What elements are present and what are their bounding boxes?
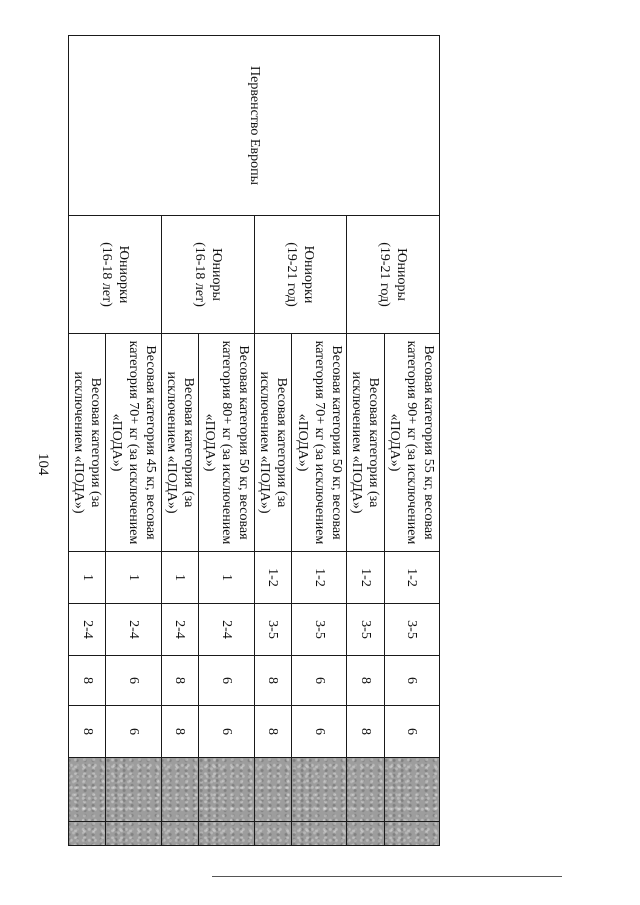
group-cell (69, 216, 162, 334)
value-cell: 3-5 (291, 604, 346, 656)
value-cell: 1-2 (347, 552, 384, 604)
value-cell: 1 (106, 552, 161, 604)
event-cell: Первенство Европы (69, 36, 440, 216)
value-cell: 3-5 (384, 604, 439, 656)
shaded-cell (254, 758, 291, 822)
value-cell: 8 (254, 706, 291, 758)
value-cell: 3-5 (347, 604, 384, 656)
shaded-cell (384, 758, 439, 822)
group-name: Юниорки (301, 245, 317, 304)
bottom-rule (212, 876, 562, 877)
shaded-cell (161, 822, 198, 846)
shaded-cell (384, 822, 439, 846)
value-cell: 2-4 (69, 604, 106, 656)
value-cell: 6 (199, 706, 254, 758)
value-cell: 2-4 (106, 604, 161, 656)
value-cell: 8 (69, 656, 106, 706)
value-cell: 8 (347, 656, 384, 706)
group-age: (19-21 год) (377, 242, 393, 307)
value-cell: 8 (161, 706, 198, 758)
shaded-cell (106, 822, 161, 846)
value-cell: 6 (106, 706, 161, 758)
value-cell: 6 (106, 656, 161, 706)
value-cell: 6 (291, 706, 346, 758)
category-cell: Весовая категория (за исключением «ПОДА») (254, 334, 291, 552)
group-name: Юниоры (394, 248, 410, 301)
page-number: 104 (35, 453, 51, 476)
group-cell (161, 216, 254, 334)
category-cell: Весовая категория (за исключением «ПОДА») (347, 334, 384, 552)
value-cell: 1 (69, 552, 106, 604)
shaded-cell (347, 758, 384, 822)
value-cell: 3-5 (254, 604, 291, 656)
value-cell: 1 (199, 552, 254, 604)
group-cell (347, 216, 440, 334)
value-cell: 2-4 (199, 604, 254, 656)
shaded-cell (254, 822, 291, 846)
shaded-cell (347, 822, 384, 846)
shaded-cell (291, 822, 346, 846)
shaded-cell (69, 822, 106, 846)
value-cell: 1-2 (291, 552, 346, 604)
value-cell: 1-2 (384, 552, 439, 604)
category-cell: Весовая категория (за исключением «ПОДА») (161, 334, 198, 552)
group-age: (19-21 год) (284, 242, 300, 307)
group-name: Юниорки (115, 245, 131, 304)
group-age: (16-18 лет) (191, 242, 207, 307)
value-cell: 2-4 (161, 604, 198, 656)
category-cell: Весовая категория 45 кг, весовая категория 70+ кг (за исключением «ПОДА») (106, 334, 161, 552)
category-cell: Весовая категория (за исключением «ПОДА») (69, 334, 106, 552)
category-cell: Весовая категория 50 кг, весовая категория 80+ кг (за исключением «ПОДА») (199, 334, 254, 552)
value-cell: 1 (161, 552, 198, 604)
group-name: Юниоры (208, 248, 224, 301)
category-cell: Весовая категория 50 кг, весовая категория 70+ кг (за исключением «ПОДА») (291, 334, 346, 552)
rotated-table-wrapper (68, 35, 440, 845)
value-cell: 6 (291, 656, 346, 706)
shaded-cell (199, 758, 254, 822)
shaded-cell (199, 822, 254, 846)
value-cell: 1-2 (254, 552, 291, 604)
shaded-cell (291, 758, 346, 822)
category-cell: Весовая категория 55 кг, весовая категория 90+ кг (за исключением «ПОДА») (384, 334, 439, 552)
value-cell: 6 (384, 706, 439, 758)
value-cell: 8 (347, 706, 384, 758)
shaded-cell (69, 758, 106, 822)
value-cell: 8 (254, 656, 291, 706)
group-cell (254, 216, 347, 334)
results-table (68, 35, 440, 846)
value-cell: 6 (384, 656, 439, 706)
shaded-cell (106, 758, 161, 822)
table-row (384, 36, 439, 846)
value-cell: 8 (161, 656, 198, 706)
group-age: (16-18 лет) (98, 242, 114, 307)
shaded-cell (161, 758, 198, 822)
value-cell: 6 (199, 656, 254, 706)
value-cell: 8 (69, 706, 106, 758)
